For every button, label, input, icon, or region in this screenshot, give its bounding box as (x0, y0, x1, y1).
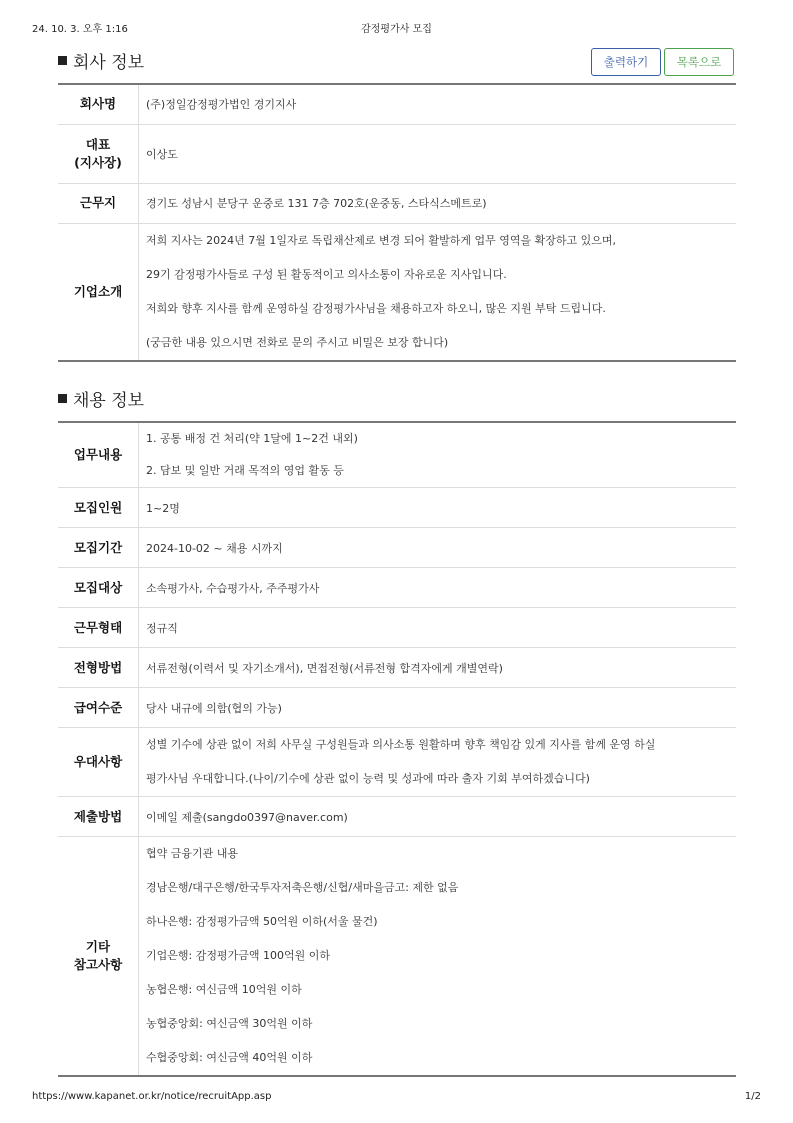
recruit-section-title (58, 386, 144, 411)
company-location-row (58, 183, 736, 223)
company-ceo-value: 이상도 (146, 147, 178, 161)
intro-line: 저희 지사는 2024년 7월 1일자로 독립채산제로 변경 되어 활발하게 업무 영역을 확장하고 있으며, (146, 233, 616, 247)
recruit-type-value: 정규직 (146, 621, 178, 635)
recruit-duty-label: 업무내용 (58, 422, 139, 488)
print-url: https://www.kapanet.or.kr/notice/recruitApp.asp (32, 1091, 272, 1102)
recruit-etc-row (58, 837, 736, 1077)
company-section-title-text: 회사 정보 (73, 53, 145, 73)
print-button[interactable]: 출력하기 (591, 48, 661, 76)
company-section-title (58, 48, 144, 73)
company-intro-row (58, 223, 736, 361)
preference-line: 평가사님 우대합니다.(나이/기수에 상관 없이 능력 및 성과에 따라 출자 기회 부여하겠습니다) (146, 772, 590, 785)
company-intro-label: 기업소개 (58, 223, 139, 361)
print-page-number: 1/2 (744, 1091, 761, 1102)
etc-line: 경남은행/대구은행/한국투자저축은행/신협/새마을금고: 제한 없음 (146, 881, 459, 894)
duty-line: 1. 공통 배정 건 처리(약 1달에 1~2건 내외) (146, 432, 358, 445)
etc-line: 하나은행: 감정평가금액 50억원 이하(서울 물건) (146, 915, 378, 928)
etc-line: 수협중앙회: 여신금액 40억원 이하 (146, 1051, 313, 1064)
duty-line: 2. 담보 및 일반 거래 목적의 영업 활동 등 (146, 464, 344, 477)
recruit-target-row (58, 568, 736, 608)
recruit-headcount-value: 1~2명 (146, 501, 180, 515)
print-datetime: 24. 10. 3. 오후 1:16 (32, 24, 128, 35)
recruit-info-table (58, 421, 736, 1077)
recruit-preference-label: 우대사항 (58, 728, 139, 797)
list-button[interactable]: 목록으로 (664, 48, 734, 76)
recruit-process-value: 서류전형(이력서 및 자기소개서), 면접전형(서류전형 합격자에게 개별연락) (146, 661, 503, 675)
recruit-target-label: 모집대상 (58, 568, 139, 608)
recruit-target-value: 소속평가사, 수습평가사, 주주평가사 (146, 581, 320, 595)
print-page-title: 감정평가사 모집 (361, 24, 432, 35)
intro-line: 29기 감정평가사들로 구성 된 활동적이고 의사소통이 자유로운 지사입니다. (146, 267, 507, 281)
company-name-value: (주)정일감정평가법인 경기지사 (146, 98, 297, 112)
recruit-submit-label: 제출방법 (58, 797, 139, 837)
intro-line: (궁금한 내용 있으시면 전화로 문의 주시고 비밀은 보장 합니다) (146, 335, 449, 349)
recruit-headcount-label: 모집인원 (58, 488, 139, 528)
etc-line: 협약 금융기관 내용 (146, 847, 239, 860)
square-bullet-icon (58, 394, 67, 403)
etc-line: 농협은행: 여신금액 10억원 이하 (146, 983, 302, 996)
recruit-period-label: 모집기간 (58, 528, 139, 568)
recruit-salary-label: 급여수준 (58, 688, 139, 728)
company-name-row (58, 84, 736, 124)
intro-line: 저희와 향후 지사를 함께 운영하실 감정평가사님을 채용하고자 하오니, 많은 지원 부탁 드립니다. (146, 301, 606, 315)
recruit-period-row (58, 528, 736, 568)
recruit-period-value: 2024-10-02 ~ 채용 시까지 (146, 541, 283, 555)
recruit-etc-value (139, 837, 737, 1077)
preference-line: 성별 기수에 상관 없이 저희 사무실 구성원들과 의사소통 원활하며 향후 책임감 있게 지사를 함께 운영 하실 (146, 738, 656, 751)
recruit-type-label: 근무형태 (58, 608, 139, 648)
recruit-submit-value: 이메일 제출(sangdo0397@naver.com) (146, 810, 348, 824)
square-bullet-icon (58, 56, 67, 65)
company-intro-value (139, 223, 737, 361)
recruit-type-row (58, 608, 736, 648)
company-ceo-row (58, 124, 736, 183)
print-header (32, 20, 761, 36)
recruit-preference-row (58, 728, 736, 797)
recruit-preference-value (139, 728, 737, 797)
print-footer (32, 1091, 761, 1107)
recruit-salary-row (58, 688, 736, 728)
recruit-headcount-row (58, 488, 736, 528)
company-location-value: 경기도 성남시 분당구 운중로 131 7층 702호(운중동, 스타식스메트로) (146, 197, 487, 210)
company-ceo-label: 대표 (지사장) (58, 124, 139, 183)
recruit-submit-row (58, 797, 736, 837)
recruit-duty-value (139, 422, 737, 488)
company-location-label: 근무지 (58, 183, 139, 223)
recruit-duty-row (58, 422, 736, 488)
recruit-salary-value: 당사 내규에 의함(협의 가능) (146, 701, 282, 715)
recruit-section-title-text: 채용 정보 (73, 391, 145, 411)
company-name-label: 회사명 (58, 84, 139, 124)
company-info-table (58, 83, 736, 362)
etc-line: 농협중앙회: 여신금액 30억원 이하 (146, 1017, 313, 1030)
etc-line: 기업은행: 감정평가금액 100억원 이하 (146, 949, 330, 962)
recruit-process-label: 전형방법 (58, 648, 139, 688)
recruit-process-row (58, 648, 736, 688)
recruit-etc-label: 기타 참고사항 (58, 837, 139, 1077)
